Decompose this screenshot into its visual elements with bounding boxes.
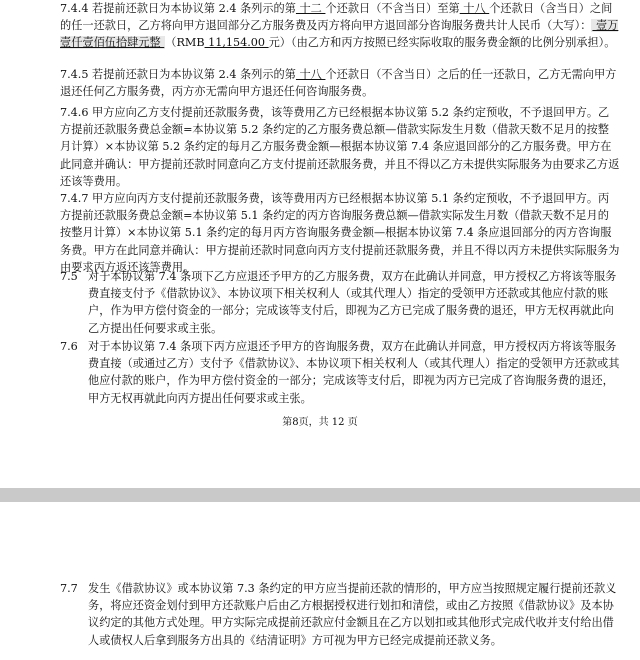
clause-7-4-7: 7.4.7 甲方应向丙方支付提前还款服务费，该等费用丙方已经根据本协议第 5.1 条约定预收，不予退回甲方。丙方提前还款服务费总金额=本协议第 5.1 条约定的丙方咨询服务费总额—借款实际发生月数（借款天数不足月的按整月计算）×本协议第 5.1 条约定的每月丙方咨询服务费金额—根据本协议第 7.4 条应退回部分的丙方咨询服务费。甲方在此同意并确认：甲方提前还款时同意向丙方支付提前还款服务费，并且不得以丙方未提供实际服务为由要求丙方返还该等费用。 (60, 192, 620, 274)
underlined-value: 十八 (295, 68, 326, 81)
clause-7-4-6: 7.4.6 甲方应向乙方支付提前还款服务费，该等费用乙方已经根据本协议第 5.2 条约定预收，不予退回甲方。乙方提前还款服务费总金额=本协议第 5.2 条约定的乙方服务费总额—借款实际发生月数（借款天数不足月的按整月计算）×本协议第 5.2 条约定的每月乙方服务费金额—根据本协议第 7.4 条应退回部分的乙方服务费。甲方在此同意并确认：甲方提前还款时同意向乙方支付提前还款服务费，并且不得以乙方未提供实际服务为由要求乙方返还该等费用。 (60, 106, 620, 188)
clause-7-4-4: 7.4.4 若提前还款日为本协议第 2.4 条列示的第 十二 个还款日（不含当日）至第 十八 个还款日（含当日）之间的任一还款日，乙方将向甲方退回部分乙方服务费及丙方将向甲方退回部分咨询服务费共计人民币（大写）： 壹万壹仟壹佰伍拾肆元整 （RMB 11,154.00 元）（由乙方和丙方按照已经实际收取的服务费金额的比例分别承担）。 (60, 2, 619, 50)
clause-number: 7.6 (60, 340, 78, 353)
clause-text: 对于本协议第 7.4 条项下乙方应退还予甲方的乙方服务费，双方在此确认并同意，甲方授权乙方将该等服务费直接支付予《借款协议》、本协议项下相关权利人（或其代理人）指定的受领甲方还款或其他应付款的账户，作为甲方偿付资金的一部分；完成该等支付后，即视为乙方已完成了服务费的退还，甲方无权再就此向乙方提出任何要求或主张。 (88, 270, 617, 335)
page-footer: 第8页，共 12 页 (282, 417, 358, 428)
clause-number: 7.4.4 (60, 2, 89, 15)
clause-number: 7.4.7 (60, 192, 89, 205)
clause-number: 7.4.5 (60, 68, 89, 81)
clause-7-5 (60, 268, 620, 337)
clause-number: 7.4.6 (60, 106, 89, 119)
clause-number: 7.7 (60, 582, 78, 595)
underlined-value: 十二 (295, 2, 326, 15)
clause-7-4-5: 7.4.5 若提前还款日为本协议第 2.4 条列示的第 十八 个还款日（不含当日）之后的任一还款日，乙方无需向甲方退还任何乙方服务费，丙方亦无需向甲方退还任何咨询服务费。 (60, 68, 617, 99)
clause-7-6 (60, 338, 620, 407)
clause-number: 7.5 (60, 270, 78, 283)
clause-text: 对于本协议第 7.4 条项下丙方应退还予甲方的咨询服务费，双方在此确认并同意，甲方授权丙方将该等服务费直接（或通过乙方）支付予《借款协议》、本协议项下相关权利人（或其代理人）指定的受领甲方还款或其他应付款的账户，作为甲方偿付资金的一部分；完成该等支付后，即视为丙方已完成了咨询服务费的退还，甲方无权再就此向丙方提出任何要求或主张。 (88, 340, 620, 405)
page-separator (0, 488, 640, 502)
underlined-value: 十八 (459, 2, 490, 15)
document-page-9 (0, 502, 640, 660)
amount-in-words: 壹万壹仟壹佰伍拾肆元整 (60, 19, 619, 50)
clause-text: 发生《借款协议》或本协议第 7.3 条约定的甲方应当提前还款的情形的，甲方应当按照规定履行提前还款义务，将应还资金划付到甲方还款账户后由乙方根据授权进行划扣和清偿，或由乙方按照《借款协议》及本协议约定的其他方式处理。甲方实际完成提前还款应付金额且在乙方以划扣或其他形式完成代收并支付给出借人或债权人后拿到服务方出具的《结清证明》方可视为甲方已经完成提前还款义务。 (88, 582, 617, 647)
amount-in-figures: 11,154.00 (204, 36, 269, 50)
clause-7-7 (60, 580, 620, 649)
